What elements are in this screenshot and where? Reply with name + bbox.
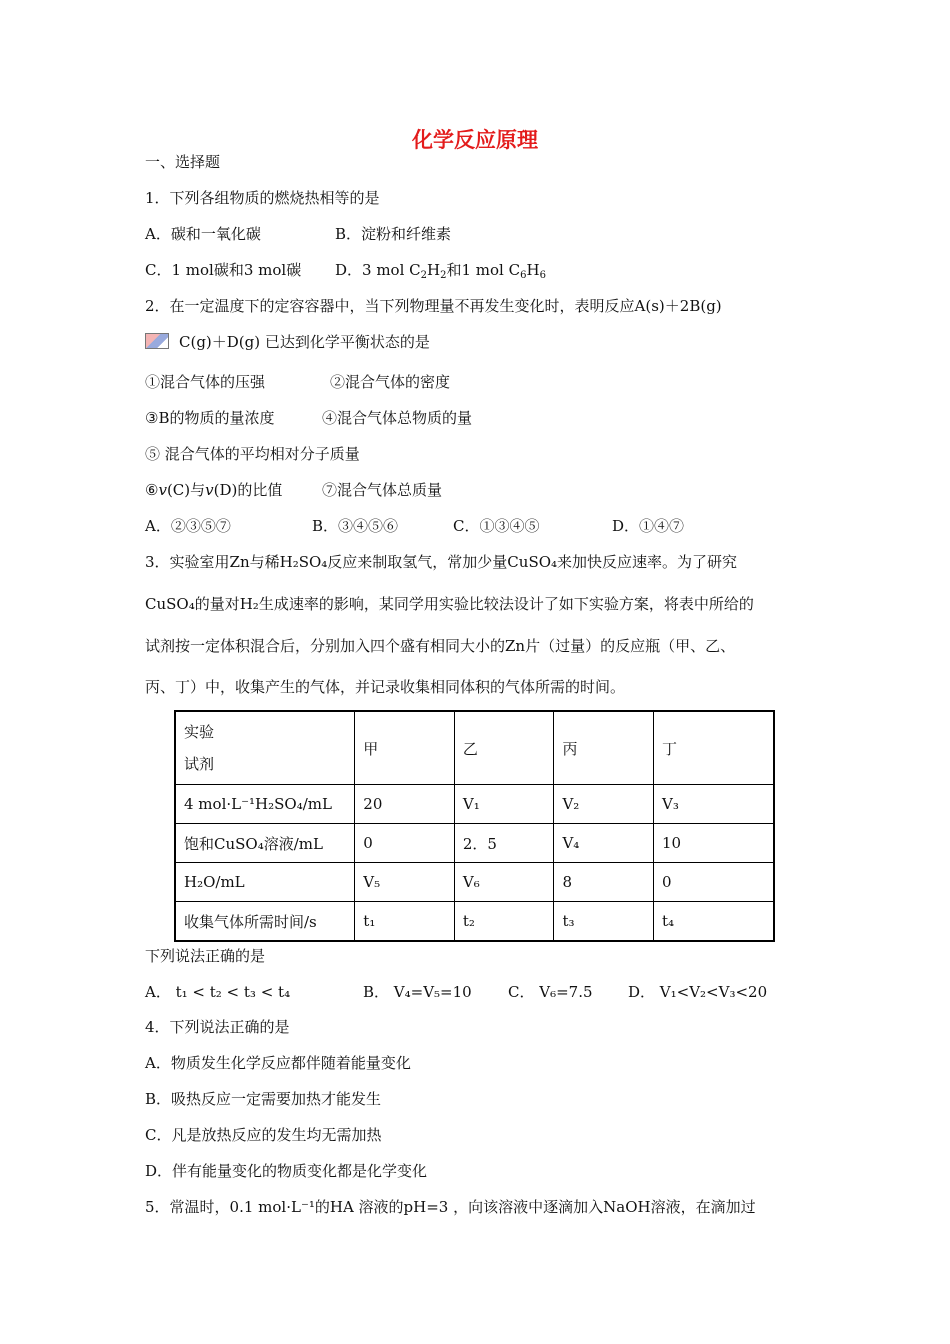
- table-cell: t₃: [554, 902, 654, 942]
- q2-item-1: ①混合气体的压强: [145, 373, 266, 391]
- q2-option-d: D．①④⑦: [612, 517, 685, 535]
- q2-option-a: A．②③⑤⑦: [145, 517, 231, 535]
- q1-stem: 1．下列各组物质的燃烧热相等的是: [145, 189, 380, 207]
- q3-stem-line2: CuSO₄的量对H₂生成速率的影响，某同学用实验比较法设计了如下实验方案，将表中所给的: [145, 595, 754, 613]
- q1-option-a: A．碳和一氧化碳: [145, 225, 261, 243]
- table-col-header: 丙: [554, 711, 654, 785]
- table-cell: V₃: [654, 785, 774, 824]
- table-header-corner: 实验 试剂: [175, 711, 355, 785]
- table-header-row: [175, 711, 774, 785]
- q2-item-7: ⑦混合气体总质量: [322, 481, 443, 499]
- q3-option-c: C． V₆=7.5: [508, 983, 593, 1001]
- q3-option-d: D． V₁<V₂<V₃<20: [628, 983, 768, 1001]
- q2-item-3: ③B的物质的量浓度: [145, 409, 275, 427]
- table-cell: V₁: [454, 785, 554, 824]
- q2-stem: 2．在一定温度下的定容容器中，当下列物理量不再发生变化时，表明反应A(s)＋2B(g): [145, 297, 722, 315]
- q4-option-b: B．吸热反应一定需要加热才能发生: [145, 1090, 382, 1108]
- table-cell: 0: [355, 824, 455, 863]
- table-cell: t₁: [355, 902, 455, 942]
- table-cell: 8: [554, 863, 654, 902]
- q3-option-b: B． V₄=V₅=10: [363, 983, 472, 1001]
- q1-option-c: C．1 mol碳和3 mol碳: [145, 261, 302, 279]
- table-row: [175, 785, 774, 824]
- q1-option-b: B．淀粉和纤维素: [335, 225, 452, 243]
- q2-item-6: ⑥v(C)与v(D)的比值: [145, 481, 283, 499]
- table-cell: 2．5: [454, 824, 554, 863]
- table-cell: V₄: [554, 824, 654, 863]
- q3-stem-line3: 试剂按一定体积混合后，分别加入四个盛有相同大小的Zn片（过量）的反应瓶（甲、乙、: [145, 637, 736, 655]
- q2-stem-line2: C(g)＋D(g) 已达到化学平衡状态的是: [145, 332, 430, 352]
- table-row-label: H₂O/mL: [175, 863, 355, 902]
- table-row: [175, 902, 774, 942]
- table-cell: t₂: [454, 902, 554, 942]
- q2-option-b: B．③④⑤⑥: [312, 517, 399, 535]
- section-heading: 一、选择题: [145, 153, 221, 171]
- q2-item-5: ⑤ 混合气体的平均相对分子质量: [145, 445, 360, 463]
- page-title: 化学反应原理: [412, 128, 538, 152]
- q4-stem: 4．下列说法正确的是: [145, 1018, 290, 1036]
- q2-option-c: C．①③④⑤: [453, 517, 540, 535]
- q2-item-4: ④混合气体总物质的量: [322, 409, 473, 427]
- equilibrium-arrow-icon: [145, 333, 169, 349]
- q1-option-d: D．3 mol $C_2H_2$和1 mol $C_6H_6$: [335, 261, 546, 281]
- table-row-label: 4 mol·L⁻¹H₂SO₄/mL: [175, 785, 355, 824]
- q4-option-d: D．伴有能量变化的物质变化都是化学变化: [145, 1162, 428, 1180]
- table-col-header: 乙: [454, 711, 554, 785]
- q3-after-table: 下列说法正确的是: [145, 947, 266, 965]
- q5-stem: 5．常温时，0.1 mol·L⁻¹的HA 溶液的pH=3 ，向该溶液中逐滴加入NaOH溶液，在滴加过: [145, 1198, 756, 1216]
- table-row: [175, 824, 774, 863]
- table-cell: 0: [654, 863, 774, 902]
- q4-option-c: C．凡是放热反应的发生均无需加热: [145, 1126, 382, 1144]
- table-cell: t₄: [654, 902, 774, 942]
- table-cell: 10: [654, 824, 774, 863]
- table-cell: V₅: [355, 863, 455, 902]
- experiment-table: [174, 710, 775, 942]
- table-col-header: 丁: [654, 711, 774, 785]
- q3-stem-line4: 丙、丁）中，收集产生的气体，并记录收集相同体积的气体所需的时间。: [145, 678, 626, 696]
- table-row-label: 收集气体所需时间/s: [175, 902, 355, 942]
- table-cell: 20: [355, 785, 455, 824]
- q2-item-2: ②混合气体的密度: [330, 373, 451, 391]
- q3-option-a: A． t₁ < t₂ < t₃ < t₄: [145, 983, 291, 1001]
- table-col-header: 甲: [355, 711, 455, 785]
- table-row-label: 饱和CuSO₄溶液/mL: [175, 824, 355, 863]
- table-row: [175, 863, 774, 902]
- q3-stem-line1: 3．实验室用Zn与稀H₂SO₄反应来制取氢气，常加少量CuSO₄来加快反应速率。为了研究: [145, 553, 738, 571]
- table-cell: V₆: [454, 863, 554, 902]
- table-cell: V₂: [554, 785, 654, 824]
- q4-option-a: A．物质发生化学反应都伴随着能量变化: [145, 1054, 411, 1072]
